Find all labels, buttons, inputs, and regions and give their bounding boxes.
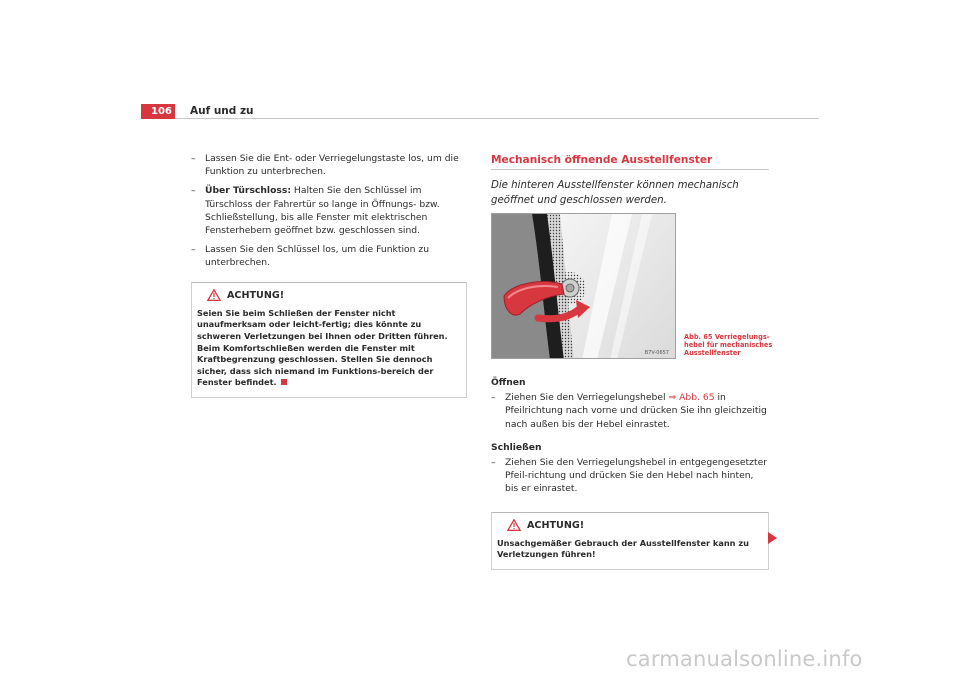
instruction-step (191, 184, 467, 237)
figure-code: B7V-0657 (644, 350, 669, 356)
step-label: Über Türschloss: (205, 185, 291, 197)
page-number: 106 (141, 104, 175, 119)
step-text: Lassen Sie die Ent- oder Verriegelungstaste los, um die Funktion zu unterbrechen. (205, 153, 459, 178)
running-header-title: Auf und zu (190, 105, 254, 117)
section-title: Mechanisch öffnende Ausstellfenster (491, 153, 769, 170)
warning-box (191, 282, 467, 398)
instruction-step (491, 391, 769, 431)
figure-window-lever (491, 213, 676, 359)
window-lever-illustration (492, 214, 676, 359)
step-text: in Pfeilrichtung nach vorne und drücken Sie ihn gleichzeitig nach außen bis der Hebel einrastet. (505, 392, 767, 430)
step-text: Ziehen Sie den Verriegelungshebel in entgegengesetzter Pfeil-richtung und drücken Sie den Hebel nach hinten, bis er einrastet. (505, 457, 768, 495)
open-heading: Öffnen (491, 377, 526, 388)
watermark: carmanualsonline.info (626, 647, 863, 671)
right-column (491, 153, 769, 208)
warning-triangle-icon (507, 519, 521, 531)
warning-text: Unsachgemäßer Gebrauch der Ausstellfenster kann zu Verletzungen führen! (497, 537, 749, 560)
figure-caption: Abb. 65 Verriegelungs-hebel für mechanisches Ausstellfenster (684, 333, 773, 357)
section-intro: Die hinteren Ausstellfenster können mechanisch geöffnet und geschlossen werden. (491, 180, 739, 206)
warning-text-block (197, 308, 462, 389)
continue-arrow-icon (768, 532, 777, 544)
step-text: Ziehen Sie den Verriegelungshebel (505, 392, 669, 404)
step-dash: – (191, 153, 196, 164)
step-text: Lassen Sie den Schlüssel los, um die Funktion zu unterbrechen. (205, 244, 430, 269)
warning-heading (197, 289, 462, 302)
step-dash: – (491, 392, 496, 404)
procedure-section (491, 376, 769, 570)
close-heading: Schließen (491, 441, 542, 453)
instruction-step (191, 243, 467, 269)
instruction-step (491, 456, 769, 496)
step-dash: – (191, 244, 196, 256)
warning-heading (497, 519, 764, 532)
header-rule (175, 118, 819, 119)
warning-heading-text: ACHTUNG! (227, 289, 285, 301)
figure-reference-link[interactable]: ⇒ Abb. 65 (668, 392, 715, 404)
warning-heading-text: ACHTUNG! (527, 519, 585, 531)
warning-box (491, 512, 769, 570)
instruction-step (191, 152, 467, 178)
left-column (191, 152, 467, 398)
step-dash: – (191, 185, 196, 197)
step-text: Halten Sie den Schlüssel im Türschloss der Fahrertür so lange in Öffnungs- bzw. Schließstellung, bis alle Fenster mit elektrischen Fensterhebern geöffnet bzw. geschlossen sind. (205, 185, 440, 237)
step-dash: – (491, 457, 496, 469)
section-end-marker (281, 379, 287, 385)
warning-triangle-icon (207, 289, 221, 301)
warning-text: Seien Sie beim Schließen der Fenster nicht unaufmerksam oder leicht-fertig; dies könnte zu schweren Verletzungen bei Ihnen oder Dritten führen. Beim Komfortschließen werden die Fenster mit Kraftbegrenzung geschlossen. Stellen Sie dennoch sicher, dass sich niemand im Funktions-bereich der Fenster befindet. (197, 307, 448, 388)
